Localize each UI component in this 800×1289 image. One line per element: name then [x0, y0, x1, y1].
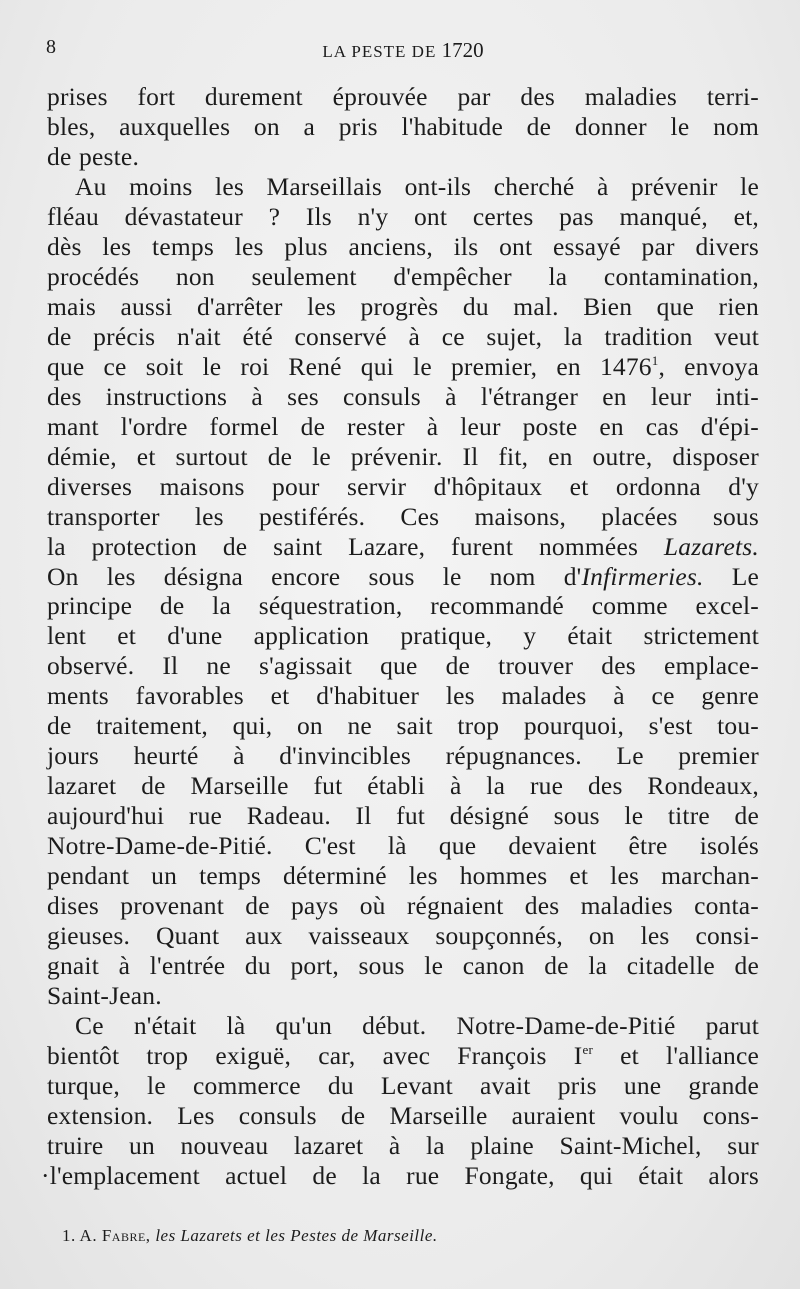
text-line: ·l'emplacement actuel de la rue Fongate, qui était alors: [41, 1160, 759, 1190]
text-line: aujourd'hui rue Radeau. Il fut désigné sous le titre de: [47, 801, 759, 831]
text-line: mant l'ordre formel de rester à leur poste en cas d'épi-: [47, 411, 759, 441]
text-span: Le: [703, 561, 760, 591]
running-title-text: LA PESTE DE: [322, 42, 437, 61]
text-line: Ce n'était là qu'un début. Notre-Dame-de-Pitié parut: [75, 1011, 759, 1041]
text-line: bles, auxquelles on a pris l'habitude de donner le nom: [47, 111, 759, 141]
text-line: truire un nouveau lazaret à la plaine Saint-Michel, sur: [47, 1130, 759, 1160]
text-span: On les désigna encore sous le nom d': [47, 561, 582, 591]
text-line: [47, 532, 759, 562]
footnote-author: Fabre,: [101, 1226, 151, 1245]
text-line: pendant un temps déterminé les hommes et les marchan-: [47, 861, 759, 891]
italic-term: Lazarets.: [663, 531, 759, 561]
text-line: démie, et surtout de le prévenir. Il fit, en outre, disposer: [47, 441, 759, 471]
text-line: diverses maisons pour servir d'hôpitaux et ordonna d'y: [47, 471, 759, 501]
text-line: ments favorables et d'habituer les malades à ce genre: [47, 681, 759, 711]
text-line: de peste.: [47, 141, 140, 171]
text-line: turque, le commerce du Levant avait pris une grande: [47, 1070, 759, 1100]
ordinal-superscript: er: [582, 1042, 593, 1057]
text-line: dès les temps les plus anciens, ils ont essayé par divers: [47, 231, 759, 261]
text-line: Notre-Dame-de-Pitié. C'est là que devaient être isolés: [47, 831, 759, 861]
text-line: principe de la séquestration, recommandé comme excel-: [47, 591, 759, 621]
text-line: Saint-Jean.: [47, 981, 162, 1011]
text-line: lazaret de Marseille fut établi à la rue des Rondeaux,: [47, 771, 759, 801]
text-line: gieuses. Quant aux vaisseaux soupçonnés, on les consi-: [47, 921, 759, 951]
text-line: procédés non seulement d'empêcher la contamination,: [47, 261, 759, 291]
text-line: prises fort durement éprouvée par des maladies terri-: [47, 82, 759, 111]
text-line: de traitement, qui, on ne sait trop pourquoi, s'est tou-: [47, 711, 759, 741]
text-line: dises provenant de pays où régnaient des maladies conta-: [47, 891, 759, 921]
footnote-number: 1. A.: [62, 1226, 98, 1245]
text-line: des instructions à ses consuls à l'étranger en leur inti-: [47, 381, 759, 411]
text-line: mais aussi d'arrêter les progrès du mal. Bien que rien: [47, 291, 759, 321]
footnote-title: les Lazarets et les Pestes de Marseille.: [155, 1226, 438, 1245]
text-span: que ce soit le roi René qui le premier, en 1476: [47, 351, 652, 381]
text-span: et l'alliance: [592, 1041, 759, 1070]
body-text: [41, 82, 760, 1191]
italic-term: Infirmeries.: [581, 561, 704, 591]
text-line: observé. Il ne s'agissait que de trouver des emplace-: [47, 651, 759, 681]
running-title: [46, 38, 760, 63]
page-number: 8: [46, 36, 56, 58]
running-title-year: 1720: [441, 38, 484, 62]
text-span: la protection de saint Lazare, furent nommées: [47, 531, 664, 561]
text-line: gnait à l'entrée du port, sous le canon de la citadelle de: [47, 951, 759, 981]
text-line: extension. Les consuls de Marseille auraient voulu cons-: [47, 1100, 759, 1130]
text-line: transporter les pestiférés. Ces maisons, placées sous: [47, 501, 759, 531]
text-line: Au moins les Marseillais ont-ils cherché à prévenir le: [75, 171, 759, 201]
footnote: [62, 1226, 762, 1246]
text-line: [47, 352, 759, 382]
footnote-reference: 1: [651, 352, 659, 368]
page-header: [46, 36, 760, 66]
text-line: [47, 562, 759, 592]
text-span: bientôt trop exiguë, car, avec François I: [47, 1041, 583, 1070]
text-line: jours heurté à d'invincibles répugnances. Le premier: [47, 741, 759, 771]
text-line: fléau dévastateur ? Ils n'y ont certes pas manqué, et,: [47, 201, 759, 231]
text-line: [47, 1041, 759, 1071]
text-line: lent et d'une application pratique, y était strictement: [47, 621, 759, 651]
text-line: de précis n'ait été conservé à ce sujet, la tradition veut: [47, 321, 759, 351]
text-span: , envoya: [658, 351, 759, 381]
